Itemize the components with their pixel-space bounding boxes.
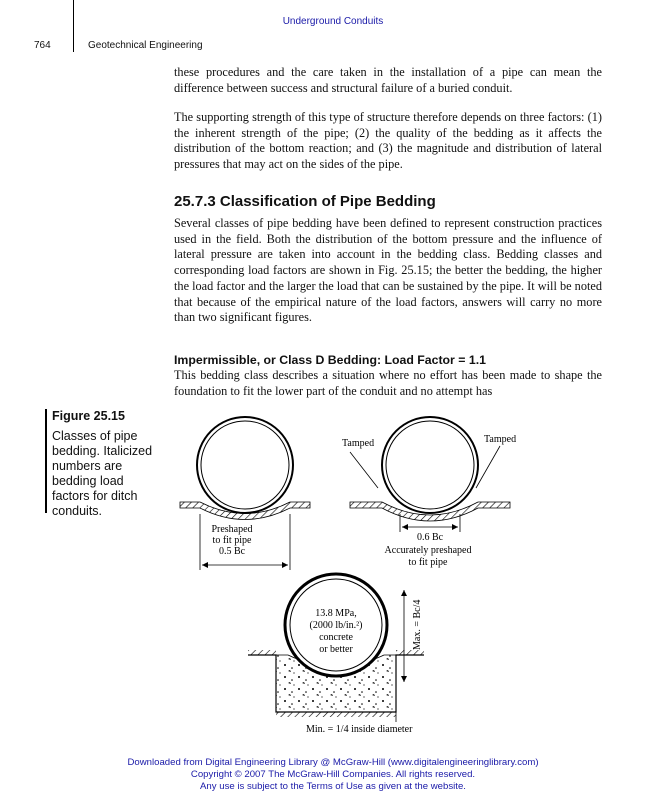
- d1-line2: to fit pipe: [212, 535, 252, 546]
- d3-side: Max. = Bc/4: [412, 599, 423, 650]
- footer-line-2: Copyright © 2007 The McGraw-Hill Companies. All rights reserved.: [190, 769, 476, 780]
- figure-drawing: [170, 410, 590, 740]
- figure-label: Figure 25.15: [52, 409, 125, 423]
- d2-tamped-right: Tamped: [484, 434, 517, 445]
- footer-line-3: Any use is subject to the Terms of Use as given at the website.: [200, 781, 466, 792]
- diagram-3: [248, 574, 424, 735]
- paragraph-2: The supporting strength of this type of structure therefore depends on three factors: (1) the inherent strength of the pipe; (2) the quality of the bedding as it affects the distribution of the bottom reaction; and (3) the magnitude and distribution of lateral pressures that may act on the sides of the pipe.: [174, 110, 602, 172]
- d1-line1: Preshaped: [211, 524, 253, 535]
- d3-l1: 13.8 MPa,: [315, 608, 357, 619]
- d2-dim: 0.6 Bc: [416, 532, 444, 543]
- diagram-1: [180, 417, 310, 570]
- header-rule: [73, 0, 74, 52]
- d3-l4: or better: [319, 644, 353, 655]
- d3-l2: (2000 lb/in.²): [309, 620, 363, 631]
- d2-line1: Accurately preshaped: [384, 545, 472, 556]
- d2-line2: to fit pipe: [408, 557, 448, 568]
- d2-tamped-left: Tamped: [342, 438, 375, 449]
- paragraph-1: these procedures and the care taken in the installation of a pipe can mean the difference between success and structural failure of a buried conduit.: [174, 65, 602, 95]
- page-number: 764: [34, 40, 51, 51]
- running-head: Geotechnical Engineering: [88, 40, 203, 51]
- diagram-2: [342, 417, 516, 568]
- paragraph-4: This bedding class describes a situation where no effort has been made to shape the foundation to fit the lower part of the conduit and no attempt has: [174, 368, 602, 398]
- figure-caption: Classes of pipe bedding. Italicized numbers are bedding load factors for ditch conduits.: [52, 429, 153, 518]
- d1-line3: 0.5 Bc: [218, 546, 246, 557]
- paragraph-3: Several classes of pipe bedding have been defined to represent construction practices used in the field. Both the distribution of the bottom pressure and the influence of lateral pressure are taken into account in the bedding class. Bedding classes and corresponding load factors are shown in Fig. 25.15; the better the bedding, the higher the load factor and the larger the load that can be sustained by the pipe. It will be noted that because of the empirical nature of the load factors, answers will carry no more than two significant figures.: [174, 216, 602, 325]
- d3-min: Min. = 1/4 inside diameter: [306, 724, 413, 735]
- footer-line-1[interactable]: Downloaded from Digital Engineering Library @ McGraw-Hill (www.digitalengineeringlibrary.com): [127, 757, 539, 768]
- subheading: Impermissible, or Class D Bedding: Load Factor = 1.1: [174, 353, 486, 367]
- d3-l3: concrete: [319, 632, 353, 643]
- top-header-title: Underground Conduits: [282, 16, 384, 27]
- figure-bar: [45, 409, 47, 513]
- section-heading: 25.7.3 Classification of Pipe Bedding: [174, 193, 436, 210]
